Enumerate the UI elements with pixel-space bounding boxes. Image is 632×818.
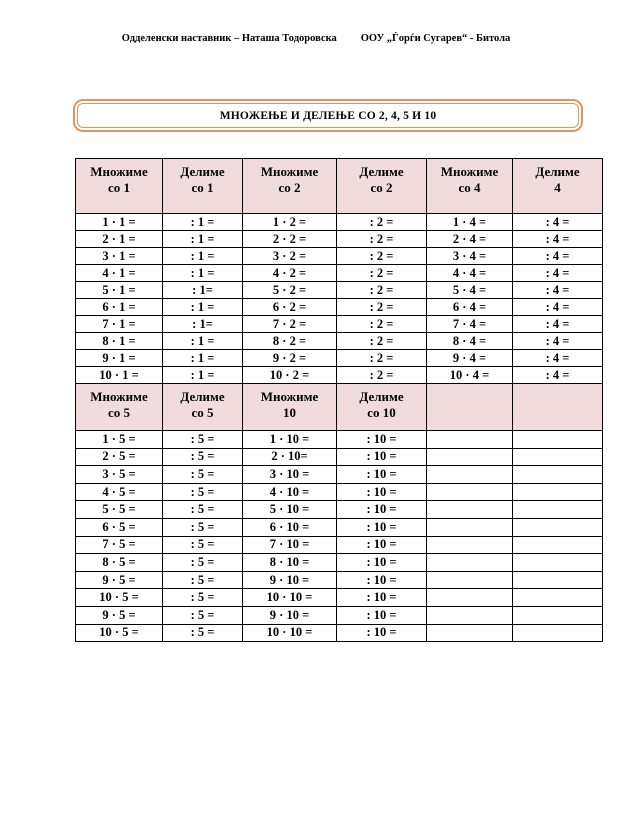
equation-row xyxy=(76,282,603,299)
column-header-empty xyxy=(427,384,513,431)
answer-cell-empty xyxy=(427,431,513,449)
answer-cell-empty xyxy=(427,624,513,642)
answer-cell-empty xyxy=(427,466,513,484)
equation-cell: 8 · 2 = xyxy=(243,333,337,350)
multiplication-division-table xyxy=(75,158,603,642)
column-header: Делиме со 2 xyxy=(337,159,427,214)
equation-cell: : 5 = xyxy=(163,606,243,624)
answer-cell-empty xyxy=(513,589,603,607)
equation-cell: : 2 = xyxy=(337,265,427,282)
equation-cell: 10 · 2 = xyxy=(243,367,337,384)
answer-cell-empty xyxy=(427,589,513,607)
equation-cell: 5 · 10 = xyxy=(243,501,337,519)
equation-cell: 2 · 5 = xyxy=(76,448,163,466)
answer-cell-empty xyxy=(427,501,513,519)
equation-row xyxy=(76,248,603,265)
equation-cell: 9 · 1 = xyxy=(76,350,163,367)
equation-cell: : 10 = xyxy=(337,518,427,536)
equation-row xyxy=(76,466,603,484)
equation-cell: 4 · 1 = xyxy=(76,265,163,282)
equation-cell: 8 · 5 = xyxy=(76,554,163,572)
equation-cell: : 1 = xyxy=(163,248,243,265)
equation-cell: 5 · 2 = xyxy=(243,282,337,299)
answer-cell-empty xyxy=(427,448,513,466)
equation-cell: 1 · 4 = xyxy=(427,214,513,231)
equation-cell: 7 · 10 = xyxy=(243,536,337,554)
equation-cell: : 5 = xyxy=(163,589,243,607)
equation-cell: : 5 = xyxy=(163,571,243,589)
equation-cell: : 1 = xyxy=(163,367,243,384)
equation-cell: 4 · 4 = xyxy=(427,265,513,282)
equation-cell: 6 · 4 = xyxy=(427,299,513,316)
equation-cell: 3 · 1 = xyxy=(76,248,163,265)
equation-cell: : 2 = xyxy=(337,367,427,384)
equation-cell: 2 · 10= xyxy=(243,448,337,466)
equation-cell: : 10 = xyxy=(337,466,427,484)
answer-cell-empty xyxy=(513,554,603,572)
equation-cell: 5 · 4 = xyxy=(427,282,513,299)
equation-cell: : 10 = xyxy=(337,589,427,607)
equation-cell: 9 · 10 = xyxy=(243,571,337,589)
equation-cell: : 2 = xyxy=(337,214,427,231)
school-credit: ООУ „Ѓорѓи Сугарев“ - Битола xyxy=(360,33,511,44)
equation-cell: 9 · 5 = xyxy=(76,606,163,624)
column-header: Множиме со 4 xyxy=(427,159,513,214)
teacher-credit: Одделенски наставник – Наташа Тодоровска xyxy=(121,33,337,44)
table-header-row xyxy=(76,384,603,431)
equation-cell: 3 · 4 = xyxy=(427,248,513,265)
equation-row xyxy=(76,431,603,449)
equation-cell: : 5 = xyxy=(163,518,243,536)
equation-cell: 9 · 2 = xyxy=(243,350,337,367)
equation-cell: : 4 = xyxy=(513,231,603,248)
equation-row xyxy=(76,350,603,367)
equation-cell: 1 · 1 = xyxy=(76,214,163,231)
equation-cell: 9 · 4 = xyxy=(427,350,513,367)
equation-cell: : 10 = xyxy=(337,536,427,554)
equation-cell: 6 · 2 = xyxy=(243,299,337,316)
equation-cell: 4 · 2 = xyxy=(243,265,337,282)
answer-cell-empty xyxy=(513,466,603,484)
equation-cell: : 2 = xyxy=(337,316,427,333)
column-header: Множиме 10 xyxy=(243,384,337,431)
equation-cell: 6 · 10 = xyxy=(243,518,337,536)
equation-cell: : 1 = xyxy=(163,265,243,282)
equation-cell: : 1 = xyxy=(163,299,243,316)
equation-cell: : 5 = xyxy=(163,448,243,466)
equation-cell: : 10 = xyxy=(337,606,427,624)
equation-cell: : 5 = xyxy=(163,554,243,572)
equation-cell: 7 · 4 = xyxy=(427,316,513,333)
equation-cell: : 4 = xyxy=(513,214,603,231)
equation-row xyxy=(76,367,603,384)
column-header: Множиме со 5 xyxy=(76,384,163,431)
equation-cell: : 10 = xyxy=(337,501,427,519)
equation-row xyxy=(76,231,603,248)
equation-cell: : 4 = xyxy=(513,367,603,384)
equation-row xyxy=(76,265,603,282)
equation-cell: : 5 = xyxy=(163,466,243,484)
equation-cell: 2 · 1 = xyxy=(76,231,163,248)
equation-cell: : 2 = xyxy=(337,231,427,248)
equation-cell: 4 · 5 = xyxy=(76,483,163,501)
equation-row xyxy=(76,333,603,350)
answer-cell-empty xyxy=(513,571,603,589)
equation-row xyxy=(76,214,603,231)
equation-cell: : 10 = xyxy=(337,571,427,589)
answer-cell-empty xyxy=(427,554,513,572)
equation-row xyxy=(76,299,603,316)
column-header: Делиме со 10 xyxy=(337,384,427,431)
equation-cell: : 5 = xyxy=(163,624,243,642)
answer-cell-empty xyxy=(513,448,603,466)
equation-cell: : 10 = xyxy=(337,554,427,572)
equation-cell: : 5 = xyxy=(163,431,243,449)
column-header: Множиме со 2 xyxy=(243,159,337,214)
equation-cell: : 2 = xyxy=(337,350,427,367)
equation-cell: 5 · 5 = xyxy=(76,501,163,519)
equation-cell: : 10 = xyxy=(337,431,427,449)
equation-cell: 5 · 1 = xyxy=(76,282,163,299)
equation-cell: 7 · 5 = xyxy=(76,536,163,554)
equation-row xyxy=(76,554,603,572)
equation-row xyxy=(76,571,603,589)
equation-cell: : 1 = xyxy=(163,350,243,367)
answer-cell-empty xyxy=(513,518,603,536)
equation-cell: 10 · 10 = xyxy=(243,624,337,642)
page-title: МНОЖЕЊЕ И ДЕЛЕЊЕ СО 2, 4, 5 И 10 xyxy=(219,109,437,122)
equation-cell: 7 · 1 = xyxy=(76,316,163,333)
equation-row xyxy=(76,448,603,466)
equation-cell: : 2 = xyxy=(337,299,427,316)
equation-cell: 10 · 1 = xyxy=(76,367,163,384)
equation-cell: : 5 = xyxy=(163,501,243,519)
equation-cell: 3 · 10 = xyxy=(243,466,337,484)
equation-cell: : 4 = xyxy=(513,350,603,367)
answer-cell-empty xyxy=(427,518,513,536)
column-header: Делиме со 1 xyxy=(163,159,243,214)
equation-cell: : 10 = xyxy=(337,448,427,466)
equation-cell: : 1= xyxy=(163,282,243,299)
equation-cell: 9 · 5 = xyxy=(76,571,163,589)
answer-cell-empty xyxy=(427,571,513,589)
equation-cell: : 5 = xyxy=(163,536,243,554)
equation-cell: : 1 = xyxy=(163,214,243,231)
answer-cell-empty xyxy=(427,536,513,554)
equation-cell: 3 · 5 = xyxy=(76,466,163,484)
equation-cell: : 4 = xyxy=(513,282,603,299)
answer-cell-empty xyxy=(513,624,603,642)
equation-cell: : 1= xyxy=(163,316,243,333)
equation-cell: 1 · 2 = xyxy=(243,214,337,231)
equation-cell: : 4 = xyxy=(513,265,603,282)
equation-cell: : 4 = xyxy=(513,333,603,350)
equation-cell: 10 · 10 = xyxy=(243,589,337,607)
equation-cell: : 4 = xyxy=(513,316,603,333)
equation-cell: : 4 = xyxy=(513,299,603,316)
equation-cell: : 4 = xyxy=(513,248,603,265)
equation-cell: : 1 = xyxy=(163,231,243,248)
equation-cell: 8 · 10 = xyxy=(243,554,337,572)
column-header-empty xyxy=(513,384,603,431)
document-header xyxy=(0,33,632,44)
equation-cell: 10 · 5 = xyxy=(76,589,163,607)
equation-row xyxy=(76,518,603,536)
equation-row xyxy=(76,536,603,554)
equation-row xyxy=(76,316,603,333)
equation-cell: 6 · 1 = xyxy=(76,299,163,316)
equation-cell: : 5 = xyxy=(163,483,243,501)
answer-cell-empty xyxy=(513,536,603,554)
equation-row xyxy=(76,589,603,607)
equation-cell: 10 · 4 = xyxy=(427,367,513,384)
equation-row xyxy=(76,483,603,501)
equation-cell: 9 · 10 = xyxy=(243,606,337,624)
equation-row xyxy=(76,501,603,519)
equation-cell: 6 · 5 = xyxy=(76,518,163,536)
column-header: Делиме со 5 xyxy=(163,384,243,431)
equation-cell: 8 · 4 = xyxy=(427,333,513,350)
equation-cell: 1 · 10 = xyxy=(243,431,337,449)
equation-cell: 4 · 10 = xyxy=(243,483,337,501)
table-header-row xyxy=(76,159,603,214)
answer-cell-empty xyxy=(513,501,603,519)
title-box xyxy=(73,99,583,132)
answer-cell-empty xyxy=(513,431,603,449)
column-header: Делиме 4 xyxy=(513,159,603,214)
answer-cell-empty xyxy=(513,483,603,501)
equation-cell: : 1 = xyxy=(163,333,243,350)
equation-cell: 2 · 2 = xyxy=(243,231,337,248)
equation-row xyxy=(76,606,603,624)
equation-cell: : 2 = xyxy=(337,248,427,265)
equation-cell: 1 · 5 = xyxy=(76,431,163,449)
answer-cell-empty xyxy=(427,483,513,501)
equation-cell: : 10 = xyxy=(337,624,427,642)
equation-cell: 2 · 4 = xyxy=(427,231,513,248)
title-inner-border xyxy=(77,103,579,128)
equation-cell: : 2 = xyxy=(337,333,427,350)
answer-cell-empty xyxy=(427,606,513,624)
answer-cell-empty xyxy=(513,606,603,624)
column-header: Множиме со 1 xyxy=(76,159,163,214)
equation-cell: : 2 = xyxy=(337,282,427,299)
equation-cell: : 10 = xyxy=(337,483,427,501)
equation-cell: 10 · 5 = xyxy=(76,624,163,642)
equation-cell: 8 · 1 = xyxy=(76,333,163,350)
equation-cell: 7 · 2 = xyxy=(243,316,337,333)
equation-row xyxy=(76,624,603,642)
equation-cell: 3 · 2 = xyxy=(243,248,337,265)
